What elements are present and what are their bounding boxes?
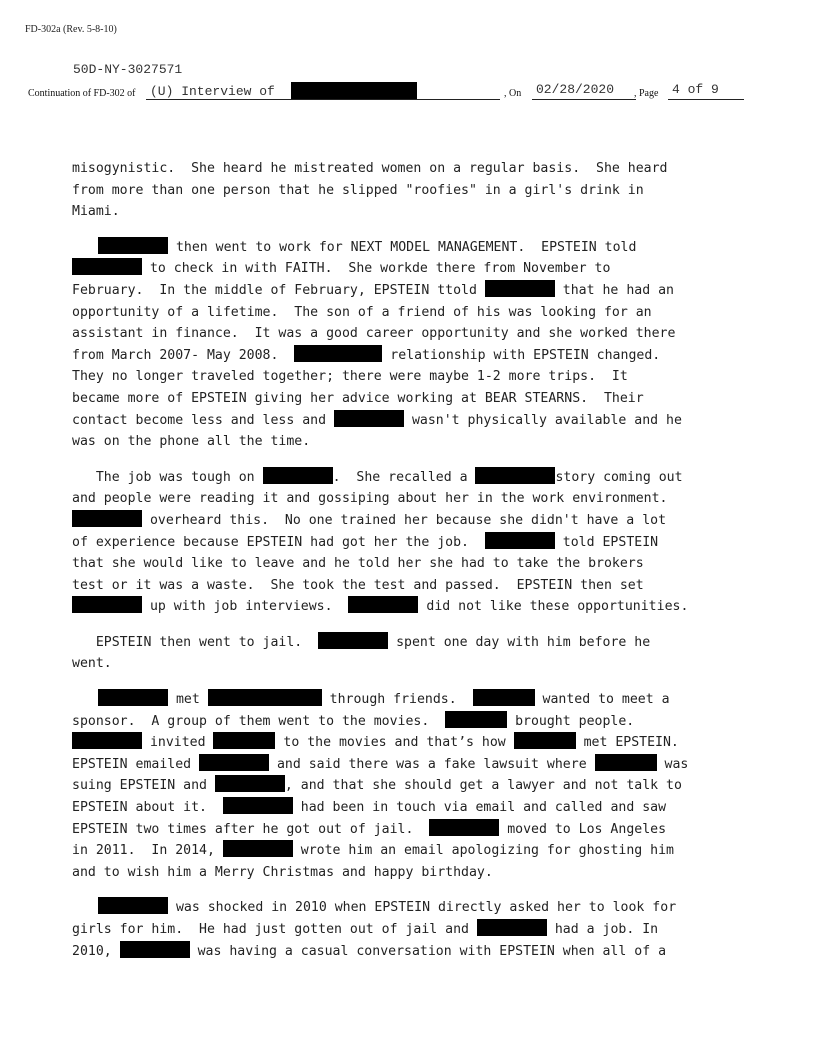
text-run: and said there was a fake lawsuit where bbox=[269, 756, 595, 772]
text-line: misogynistic. She heard he mistreated women on a regular basis. She heard bbox=[72, 161, 668, 176]
text-line bbox=[72, 689, 762, 711]
text-run: wasn't physically available and he bbox=[404, 412, 682, 428]
text-run: then went to work for NEXT MODEL MANAGEMENT. EPSTEIN told bbox=[168, 239, 637, 255]
text-run: wanted to meet a bbox=[534, 692, 670, 708]
paragraph bbox=[72, 237, 762, 453]
redaction-block bbox=[318, 632, 388, 649]
text-run: overheard this. No one trained her because she didn't have a lot bbox=[142, 512, 667, 528]
file-number: 50D-NY-3027571 bbox=[73, 62, 183, 77]
text-line: and to wish him a Merry Christmas and happy birthday. bbox=[72, 864, 493, 880]
text-line: was on the phone all the time. bbox=[72, 434, 311, 450]
redaction-block bbox=[98, 897, 168, 914]
document-body bbox=[72, 158, 762, 976]
redaction-block bbox=[72, 596, 142, 613]
redaction-block bbox=[514, 732, 576, 749]
text-line: They no longer traveled together; there were maybe 1-2 more trips. It bbox=[72, 369, 628, 385]
text-run: February. In the middle of February, EPSTEIN ttold bbox=[72, 282, 485, 298]
text-run: had a job. In bbox=[546, 922, 659, 937]
redaction-block bbox=[213, 732, 275, 749]
text-run: brought people. bbox=[507, 713, 635, 729]
text-run: did not like these opportunities. bbox=[418, 599, 689, 615]
text-run: EPSTEIN about it. bbox=[72, 800, 223, 816]
redaction-block bbox=[223, 840, 293, 857]
redaction-block bbox=[445, 711, 507, 728]
text-line bbox=[72, 345, 762, 367]
redaction-block bbox=[72, 510, 142, 527]
text-run: told EPSTEIN bbox=[554, 534, 659, 550]
text-run: . She recalled a bbox=[332, 469, 476, 485]
text-run: EPSTEIN two times after he got out of jail. bbox=[72, 821, 430, 837]
text-line: assistant in finance. It was a good career opportunity and she worked there bbox=[72, 326, 676, 342]
text-run: sponsor. A group of them went to the movies. bbox=[72, 713, 446, 729]
text-run: was having a casual conversation with EPSTEIN when all of a bbox=[189, 943, 667, 959]
page-label: , Page bbox=[634, 88, 659, 99]
text-run: EPSTEIN emailed bbox=[72, 756, 200, 772]
interview-subject-field bbox=[146, 82, 500, 100]
text-line bbox=[72, 941, 762, 963]
text-line bbox=[72, 532, 762, 554]
text-run: EPSTEIN then went to jail. bbox=[72, 634, 319, 650]
form-id: FD-302a (Rev. 5-8-10) bbox=[25, 24, 117, 35]
text-run: contact become less and less and bbox=[72, 412, 335, 428]
text-run: met EPSTEIN. bbox=[575, 735, 679, 751]
paragraph bbox=[72, 632, 762, 675]
redaction-block bbox=[485, 532, 555, 549]
text-run: of experience because EPSTEIN had got her the job. bbox=[72, 534, 485, 550]
text-line: and people were reading it and gossiping about her in the work environment. bbox=[72, 491, 668, 507]
text-run: story coming out bbox=[555, 469, 683, 485]
paragraph bbox=[72, 689, 762, 883]
text-run: had been in touch via email and called and saw bbox=[292, 800, 667, 816]
text-line bbox=[72, 410, 762, 432]
redaction-block bbox=[477, 919, 547, 936]
redaction-block bbox=[199, 754, 269, 771]
redaction-block bbox=[120, 941, 190, 958]
redaction-block bbox=[294, 345, 382, 362]
text-run: from March 2007- May 2008. bbox=[72, 347, 295, 363]
text-run: through friends. bbox=[321, 692, 473, 708]
text-run: to check in with FAITH. She workde there from November to bbox=[142, 261, 611, 277]
text-line: test or it was a waste. She took the test and passed. EPSTEIN then set bbox=[72, 577, 644, 593]
text-line bbox=[72, 919, 762, 941]
redaction-block bbox=[215, 775, 285, 792]
text-line bbox=[72, 754, 762, 776]
text-line bbox=[72, 510, 762, 532]
continuation-label: Continuation of FD-302 of bbox=[28, 88, 136, 99]
paragraph bbox=[72, 158, 762, 223]
text-line bbox=[72, 840, 762, 862]
text-line: from more than one person that he slipped "roofies" in a girl's drink in bbox=[72, 182, 644, 198]
redaction-block bbox=[72, 732, 142, 749]
text-run: girls for him. He had just gotten out of jail and bbox=[72, 922, 477, 937]
date-field: 02/28/2020 bbox=[532, 82, 636, 100]
text-run: moved to Los Angeles bbox=[499, 821, 667, 837]
text-line bbox=[72, 258, 762, 280]
on-label: , On bbox=[504, 88, 522, 99]
text-line bbox=[72, 280, 762, 302]
text-run: in 2011. In 2014, bbox=[72, 843, 223, 859]
text-line: opportunity of a lifetime. The son of a friend of his was looking for an bbox=[72, 304, 652, 320]
text-line bbox=[72, 775, 762, 797]
text-run: met bbox=[168, 692, 208, 708]
page-number-field: 4 of 9 bbox=[668, 82, 744, 100]
text-run: suing EPSTEIN and bbox=[72, 778, 215, 794]
text-run: , and that she should get a lawyer and not talk to bbox=[284, 778, 682, 794]
redaction-block bbox=[208, 689, 322, 706]
text-run: invited bbox=[142, 735, 214, 751]
text-line bbox=[72, 596, 762, 618]
redaction-block bbox=[223, 797, 293, 814]
redaction-block bbox=[334, 410, 404, 427]
paragraph bbox=[72, 467, 762, 618]
redaction-block bbox=[263, 467, 333, 484]
text-run: 2010, bbox=[72, 943, 120, 959]
text-run: to the movies and that’s how bbox=[275, 735, 514, 751]
redaction-block bbox=[473, 689, 535, 706]
redaction-block bbox=[485, 280, 555, 297]
text-line bbox=[72, 732, 762, 754]
text-line bbox=[72, 467, 762, 489]
text-line: that she would like to leave and he told her she had to take the brokers bbox=[72, 556, 644, 572]
redaction-block bbox=[348, 596, 418, 613]
text-line bbox=[72, 797, 762, 819]
text-line: went. bbox=[72, 656, 112, 672]
redaction-block bbox=[98, 689, 168, 706]
text-line: Miami. bbox=[72, 204, 120, 220]
text-run: was bbox=[656, 756, 689, 772]
text-line bbox=[72, 897, 762, 919]
continuation-header bbox=[28, 82, 748, 102]
text-line bbox=[72, 237, 762, 259]
paragraph bbox=[72, 897, 762, 962]
redaction-block bbox=[429, 819, 499, 836]
interview-subject: (U) Interview of bbox=[150, 84, 275, 99]
redaction-block bbox=[72, 258, 142, 275]
text-run: relationship with EPSTEIN changed. bbox=[382, 347, 661, 363]
text-run: spent one day with him before he bbox=[388, 634, 651, 650]
text-line bbox=[72, 711, 762, 733]
text-run: was shocked in 2010 when EPSTEIN directly asked her to look for bbox=[168, 900, 677, 916]
redaction-block bbox=[291, 82, 417, 99]
text-line: became more of EPSTEIN giving her advice working at BEAR STEARNS. Their bbox=[72, 390, 644, 406]
text-line bbox=[72, 632, 762, 654]
text-run: wrote him an email apologizing for ghosting him bbox=[292, 843, 674, 859]
redaction-block bbox=[98, 237, 168, 254]
redaction-block bbox=[475, 467, 555, 484]
text-run: The job was tough on bbox=[72, 469, 263, 485]
redaction-block bbox=[595, 754, 657, 771]
text-run: up with job interviews. bbox=[142, 599, 349, 615]
text-run: that he had an bbox=[554, 282, 674, 298]
text-line bbox=[72, 819, 762, 841]
